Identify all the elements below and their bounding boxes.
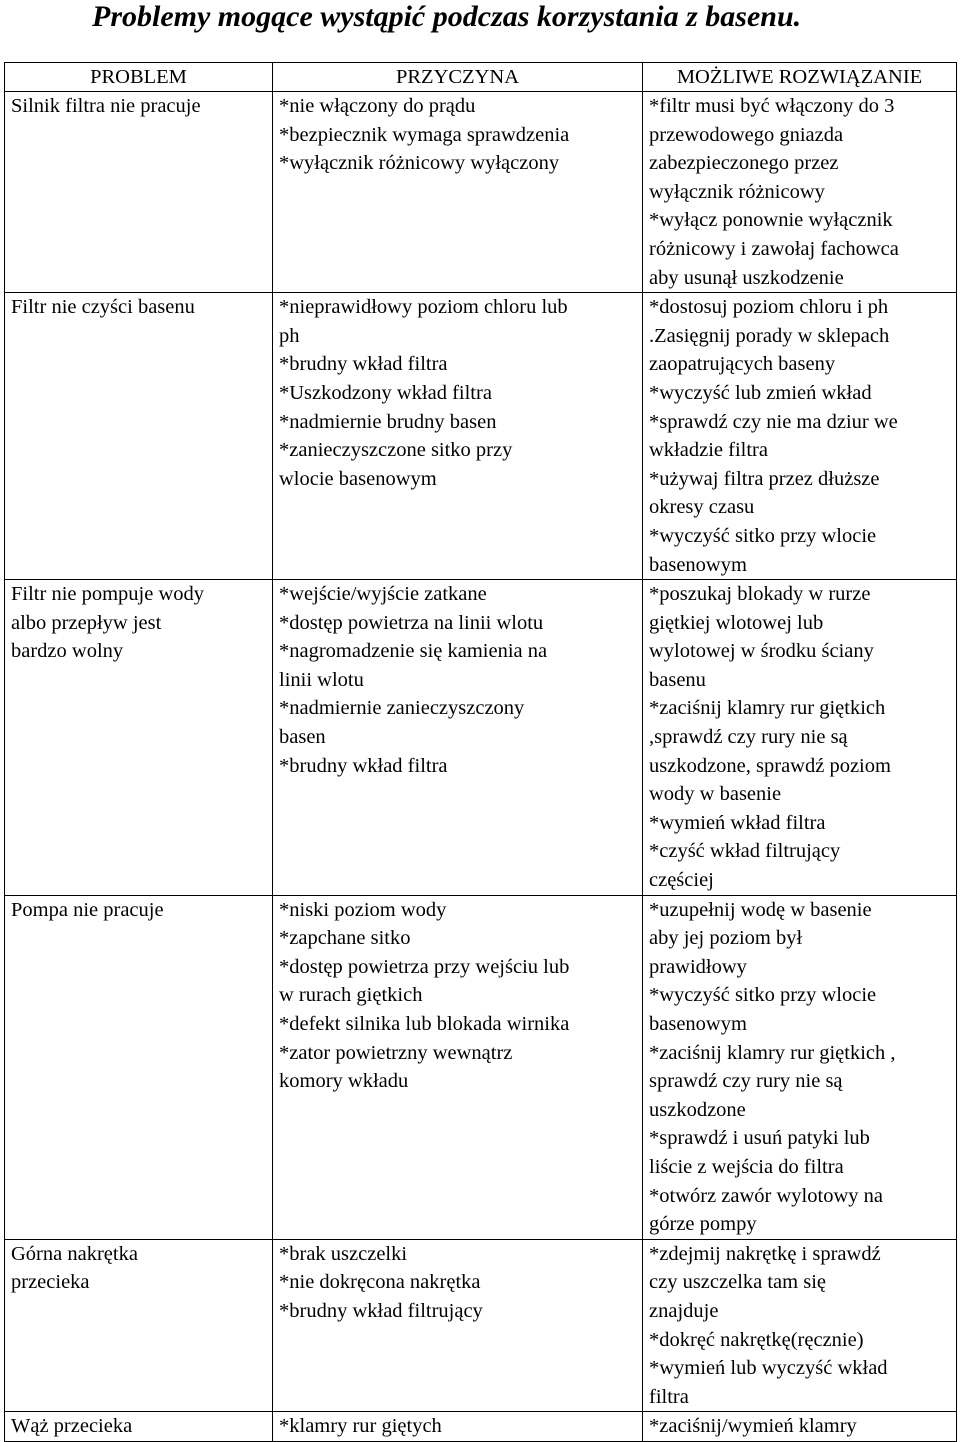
problem-text-line: Pompa nie pracuje [11,898,164,921]
solution-cell [643,92,957,293]
cause-text-line: basen [279,726,326,749]
solution-text-line: *sprawdź i usuń patyki lub [649,1127,870,1150]
solution-text-line: *dostosuj poziom chloru i ph [649,296,889,319]
solution-cell [643,293,957,580]
cause-cell [273,92,643,293]
cause-text-line: *nadmiernie brudny basen [279,410,497,433]
cause-text-line: *Uszkodzony wkład filtra [279,381,492,404]
cause-text-line: *brudny wkład filtra [279,754,448,777]
solution-text-line: *wymień lub wyczyść wkład [649,1357,888,1380]
table-row [5,1412,957,1442]
solution-text-line: *wyczyść lub zmień wkład [649,381,872,404]
solution-text-line: wody w basenie [649,783,782,806]
solution-text-line: *czyść wkład filtrujący [649,840,841,863]
cause-text-line: *defekt silnika lub blokada wirnika [279,1013,570,1035]
solution-text-line: *wyczyść sitko przy wlocie [649,984,877,1007]
table-row [5,895,957,1239]
cause-text-line: *wyłącznik różnicowy wyłączony [279,152,560,175]
cause-text-line: komory wkładu [279,1070,409,1093]
problem-text-line: bardzo wolny [11,640,124,663]
cause-text-line: ph [279,324,300,347]
solution-text-line: .Zasięgnij porady w sklepach [649,324,890,347]
problem-text-line: Górna nakrętka [11,1242,138,1265]
cause-text-line: w rurach giętkich [279,984,423,1007]
cause-text-line: *brudny wkład filtra [279,353,448,376]
cause-text-line: *zanieczyszczone sitko przy [279,439,513,462]
solution-text-line: *zdejmij nakrętkę i sprawdź [649,1242,881,1265]
problem-text-line: Filtr nie czyści basenu [11,296,195,319]
solution-text-line: aby usunął uszkodzenie [649,266,844,289]
solution-text-line: okresy czasu [649,496,755,519]
solution-cell [643,895,957,1239]
cause-text-line: *niski poziom wody [279,898,447,921]
solution-cell [643,1412,957,1442]
solution-text-line: filtra [649,1385,689,1408]
problem-text-line: Wąż przecieka [11,1415,133,1438]
document-title: Problemy mogące wystąpić podczas korzystania z basenu. [92,0,802,33]
cause-text-line: *klamry rur giętych [279,1415,442,1438]
solution-text-line: *otwórz zawór wylotowy na [649,1184,883,1207]
solution-text-line: czy uszczelka tam się [649,1271,827,1294]
problem-cell [5,1239,273,1412]
solution-text-line: *uzupełnij wodę w basenie [649,898,872,921]
table-body [5,92,957,1442]
cause-text-line: *zapchane sitko [279,927,411,950]
cause-text-line: *nie dokręcona nakrętka [279,1271,481,1294]
solution-text-line: prawidłowy [649,955,747,978]
problem-cell [5,580,273,896]
header-row [5,63,957,92]
problem-cell [5,293,273,580]
solution-cell [643,580,957,896]
cause-text-line: *dostęp powietrza na linii wlotu [279,611,544,634]
solution-text-line: *sprawdź czy nie ma dziur we [649,410,898,433]
solution-text-line: *dokręć nakrętkę(ręcznie) [649,1328,864,1351]
solution-text-line: znajduje [649,1299,719,1322]
solution-text-line: sprawdź czy rury nie są [649,1070,843,1093]
troubleshooting-table [4,62,957,1442]
problem-text-line: Filtr nie pompuje wody [11,583,205,606]
cause-text-line: *nagromadzenie się kamienia na [279,640,548,663]
cause-text-line: *nie włączony do prądu [279,95,476,117]
cause-text-line: *brak uszczelki [279,1242,408,1265]
solution-text-line: zaopatrujących baseny [649,353,836,376]
solution-cell [643,1239,957,1412]
solution-text-line: giętkiej wlotowej lub [649,611,824,634]
problem-cell [5,895,273,1239]
solution-text-line: *zaciśnij klamry rur giętkich [649,697,886,720]
solution-text-line: *zaciśnij/wymień klamry [649,1415,857,1438]
solution-text-line: przewodowego gniazda [649,123,844,146]
solution-text-line: różnicowy i zawołaj fachowca [649,237,899,260]
table-row [5,92,957,293]
cause-text-line: *nadmiernie zanieczyszczony [279,697,525,720]
solution-text-line: *zaciśnij klamry rur giętkich , [649,1041,896,1064]
solution-text-line: ,sprawdź czy rury nie są [649,726,848,749]
cause-cell [273,580,643,896]
table-row [5,293,957,580]
solution-text-line: basenu [649,668,706,691]
cause-text-line: *dostęp powietrza przy wejściu lub [279,955,570,978]
cause-text-line: linii wlotu [279,668,364,691]
header-cause: PRZYCZYNA [273,63,643,92]
problem-cell [5,1412,273,1442]
solution-text-line: *wymień wkład filtra [649,811,826,834]
solution-text-line: *wyczyść sitko przy wlocie [649,524,877,547]
problem-text-line: albo przepływ jest [11,611,162,634]
solution-text-line: *wyłącz ponownie wyłącznik [649,209,893,232]
solution-text-line: *poszukaj blokady w rurze [649,583,871,606]
cause-cell [273,895,643,1239]
solution-text-line: uszkodzone [649,1098,746,1121]
cause-text-line: *zator powietrzny wewnątrz [279,1041,513,1064]
solution-text-line: basenowym [649,553,747,576]
cause-text-line: *wejście/wyjście zatkane [279,583,487,606]
cause-text-line: *bezpiecznik wymaga sprawdzenia [279,123,570,146]
cause-text-line: wlocie basenowym [279,467,437,490]
header-problem: PROBLEM [5,63,273,92]
solution-text-line: *filtr musi być włączony do 3 [649,95,895,117]
solution-text-line: wylotowej w środku ściany [649,640,874,663]
cause-cell [273,293,643,580]
solution-text-line: uszkodzone, sprawdź poziom [649,754,891,777]
solution-text-line: górze pompy [649,1213,757,1236]
solution-text-line: *używaj filtra przez dłuższe [649,467,880,490]
solution-text-line: wkładzie filtra [649,439,768,462]
table-row [5,1239,957,1412]
solution-text-line: częściej [649,869,714,892]
solution-text-line: aby jej poziom był [649,927,803,950]
header-solution: MOŻLIWE ROZWIĄZANIE [643,63,957,92]
problem-cell [5,92,273,293]
table-row [5,580,957,896]
problem-text-line: przecieka [11,1271,90,1294]
cause-cell [273,1412,643,1442]
solution-text-line: zabezpieczonego przez [649,152,839,175]
solution-text-line: liście z wejścia do filtra [649,1155,844,1178]
cause-cell [273,1239,643,1412]
solution-text-line: wyłącznik różnicowy [649,180,825,203]
solution-text-line: basenowym [649,1013,747,1035]
cause-text-line: *brudny wkład filtrujący [279,1299,483,1322]
problem-text-line: Silnik filtra nie pracuje [11,95,201,117]
cause-text-line: *nieprawidłowy poziom chloru lub [279,296,568,319]
